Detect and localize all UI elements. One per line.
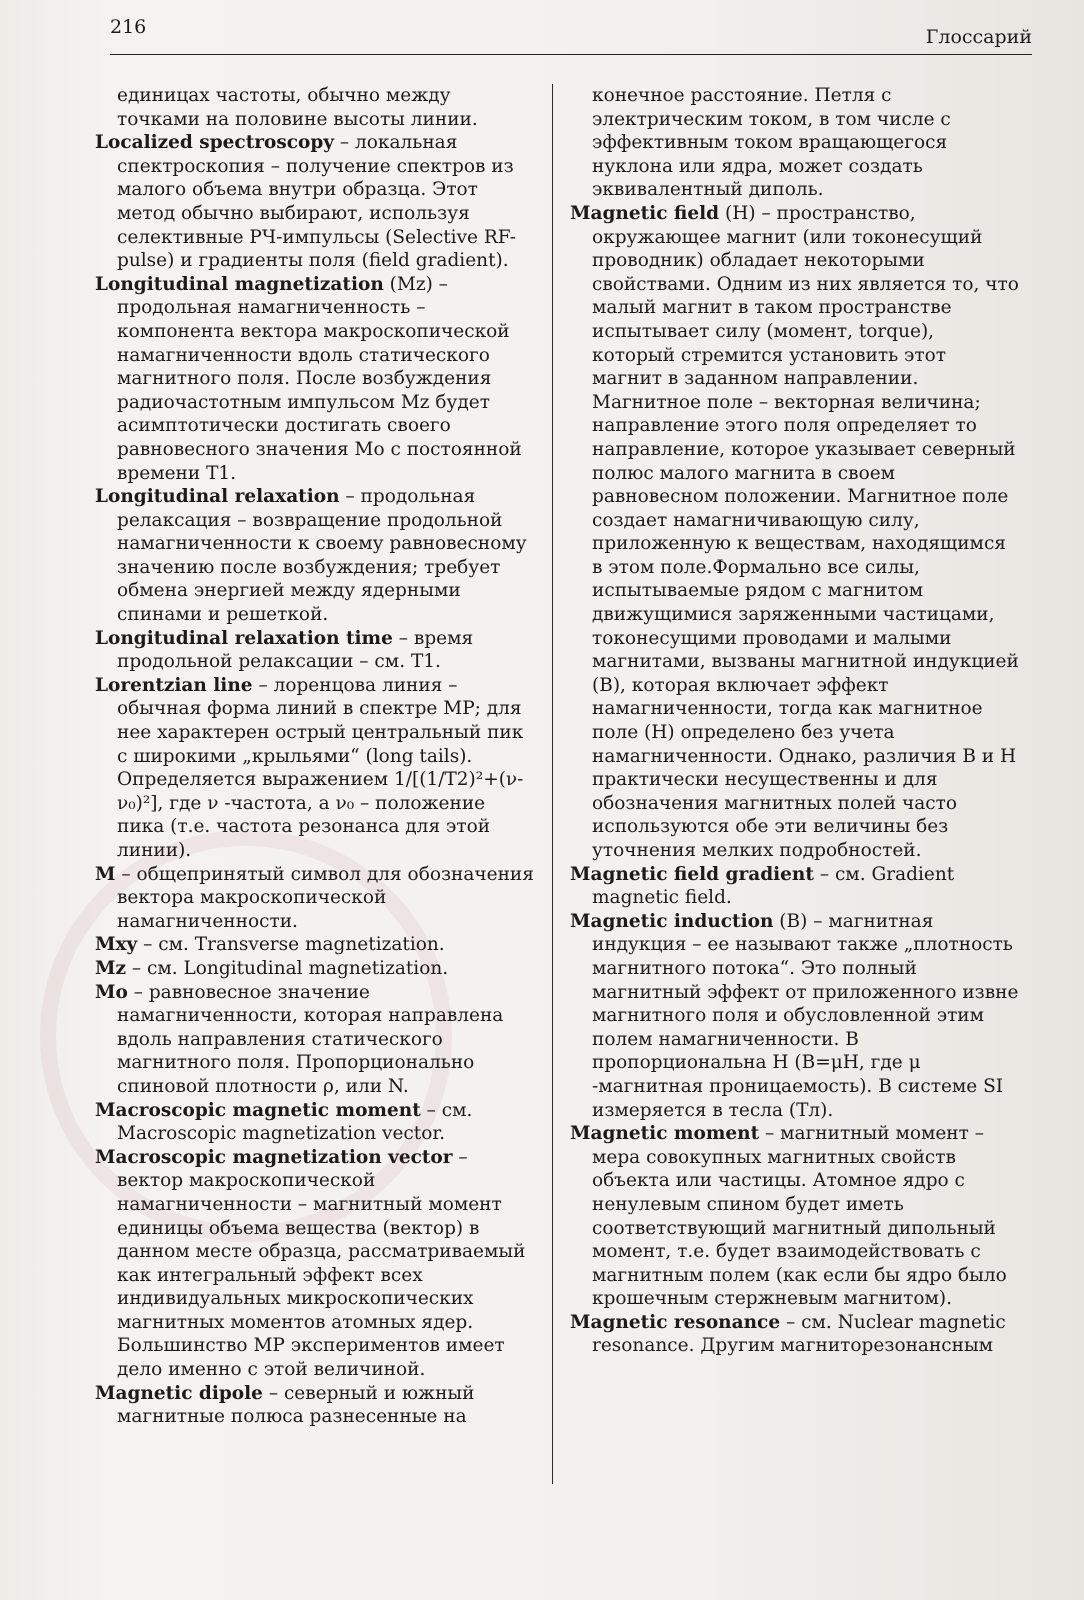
glossary-definition: единицах частоты, обычно между точками на половине высоты линии. [117, 85, 478, 130]
right-column [570, 84, 1020, 1358]
glossary-term: Macroscopic magnetic moment [95, 1099, 421, 1121]
glossary-term: Magnetic resonance [570, 1311, 781, 1333]
left-column [95, 84, 535, 1429]
glossary-entry [95, 674, 535, 863]
glossary-entry [95, 863, 535, 934]
glossary-term: Macroscopic magnetization vector [95, 1146, 453, 1168]
glossary-term: Longitudinal relaxation [95, 486, 340, 508]
glossary-entry [570, 910, 1020, 1122]
glossary-definition: – общепринятый символ для обозначения вектора макроскопической намагниченности. [115, 863, 534, 932]
glossary-term: M [95, 863, 116, 885]
glossary-term: Localized spectroscopy [95, 132, 335, 154]
glossary-term: Magnetic moment [570, 1123, 760, 1145]
glossary-term: Magnetic dipole [95, 1382, 263, 1404]
glossary-entry [95, 273, 535, 485]
glossary-definition: – лоренцова линия – обычная форма линий в спектре МР; для нее характерен острый центральный пик с широкими „крыльями“ (long tails). Определяется выражением 1/[(1/T2)²+(ν-ν₀)²], где ν -частота, а ν₀ – положение пика (т.е. частота резонанса для этой линии). [117, 674, 524, 861]
glossary-entry [95, 933, 535, 957]
glossary-definition: (H) – пространство, окружающее магнит (или токонесущий проводник) обладает некоторыми свойствами. Одним из них является то, что малый магнит в таком пространстве испытывает силу (момент, torque), который стремится установить этот магнит в заданном направлении. Магнитное поле – векторная величина; направление этого поля определяет то направление, которое указывает северный полюс малого магнита в своем равновесном положении. Магнитное поле создает намагничивающую силу, приложенную к веществам, находящимся в этом поле.Формально все силы, испытываемые рядом с магнитом движущимися заряженными частицами, токонесущими проводами и малыми магнитами, вызваны магнитной индукцией (B), которая включает эффект намагниченности, тогда как магнитное поле (H) определено без учета намагниченности. Однако, различия B и H практически несущественны и для обозначения магнитных полей часто используются обе эти величины без уточнения мелких подробностей. [592, 202, 1019, 861]
page-number: 216 [110, 16, 147, 38]
glossary-entry [95, 1382, 535, 1429]
glossary-entry [95, 981, 535, 1099]
glossary-term: Lorentzian line [95, 674, 253, 696]
glossary-entry [570, 1122, 1020, 1311]
glossary-entry [95, 957, 535, 981]
glossary-entry [95, 1146, 535, 1382]
running-title: Глоссарий [925, 26, 1032, 48]
glossary-term: Longitudinal relaxation time [95, 627, 393, 649]
glossary-entry [95, 485, 535, 627]
glossary-entry [570, 1311, 1020, 1358]
glossary-definition: – см. Nuclear magnetic resonance. Другим магниторезонансным [592, 1311, 1006, 1357]
glossary-definition: – магнитный момент – мера совокупных магнитных свойств объекта или частицы. Атомное ядро с ненулевым спином будет иметь соответствующий магнитный дипольный момент, т.е. будет взаимодействовать с магнитным полем (как если бы ядро было крошечным стержневым магнитом). [592, 1123, 1007, 1310]
glossary-entry [95, 131, 535, 273]
column-divider [552, 84, 553, 1484]
glossary-entry [95, 1099, 535, 1146]
glossary-term: Mz [95, 957, 126, 979]
glossary-definition: – см. Transverse magnetization. [137, 934, 445, 956]
glossary-term: Mo [95, 981, 128, 1003]
glossary-definition: – см. Macroscopic magnetization vector. [117, 1099, 473, 1145]
glossary-definition: – северный и южный магнитные полюса разнесенные на [117, 1382, 475, 1428]
glossary-definition: – продольная релаксация – возвращение продольной намагниченности к своему равновесному значению после возбуждения; требует обмена энергией между ядерными спинами и решеткой. [117, 486, 527, 626]
glossary-definition: – см. Gradient magnetic field. [592, 863, 955, 909]
glossary-entry [570, 84, 1020, 202]
glossary-definition: – время продольной релаксации – см. T1. [117, 627, 474, 673]
glossary-definition: – вектор макроскопической намагниченности – магнитный момент единицы объема вещества (вектор) в данном месте образца, рассматриваемый как интегральный эффект всех индивидуальных микроскопических магнитных моментов атомных ядер. Большинство МР экспериментов имеет дело именно с этой величиной. [117, 1146, 526, 1381]
glossary-definition: конечное расстояние. Петля с электрическим током, в том числе с эффективным током вращающегося нуклона или ядра, может создать эквивалентный диполь. [592, 85, 951, 201]
glossary-entry [570, 202, 1020, 863]
glossary-definition: – равновесное значение намагниченности, которая направлена вдоль направления статического магнитного поля. Пропорционально спиновой плотности ρ, или N. [117, 981, 504, 1097]
glossary-definition: – локальная спектроскопия – получение спектров из малого объема внутри образца. Этот метод обычно выбирают, используя селективные РЧ-импульсы (Selective RF-pulse) и градиенты поля (field gradient). [117, 132, 517, 272]
glossary-definition: (Mz) – продольная намагниченность – компонента вектора макроскопической намагниченности вдоль статического магнитного поля. После возбуждения радиочастотным импульсом Mz будет асимптотически достигать своего равновесного значения Mo с постоянной времени T1. [117, 273, 522, 484]
glossary-entry [95, 84, 535, 131]
glossary-definition: – см. Longitudinal magnetization. [125, 957, 449, 979]
glossary-term: Magnetic induction [570, 910, 774, 932]
glossary-entry [95, 627, 535, 674]
page-header [110, 14, 1032, 55]
glossary-term: Magnetic field [570, 202, 720, 224]
glossary-entry [570, 863, 1020, 910]
glossary-term: Magnetic field gradient [570, 863, 814, 885]
glossary-term: Mxy [95, 934, 138, 956]
glossary-term: Longitudinal magnetization [95, 273, 384, 295]
glossary-definition: (B) – магнитная индукция – ее называют также „плотность магнитного потока“. Это полный магнитный эффект от приложенного извне магнитного поля и обусловленной этим полем намагниченности. B пропорциональна H (B=μH, где μ -магнитная проницаемость). В системе SI измеряется в тесла (Тл). [592, 910, 1019, 1121]
